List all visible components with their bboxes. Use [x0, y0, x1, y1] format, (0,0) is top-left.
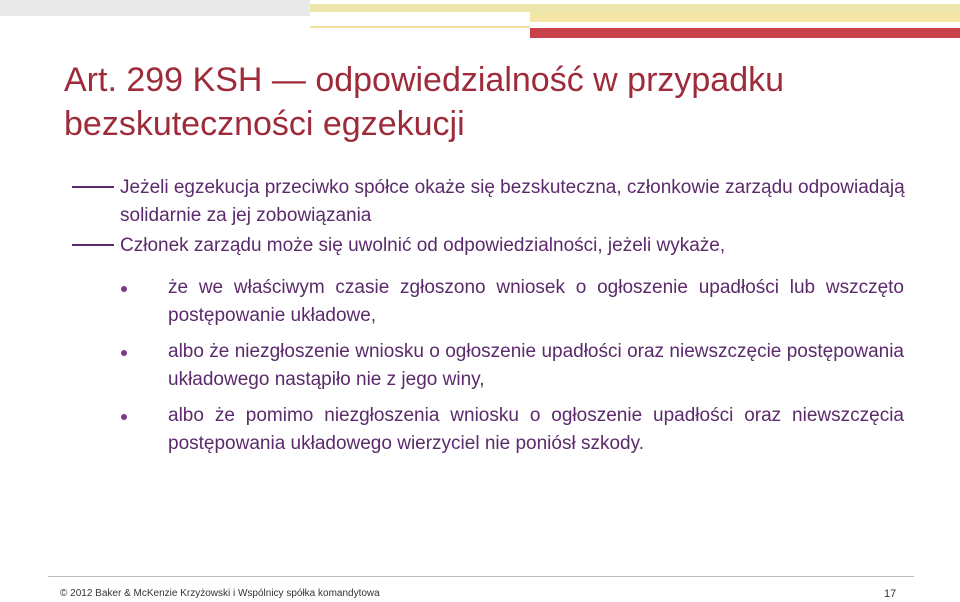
header-bar-gap [310, 12, 530, 26]
footer-copyright: © 2012 Baker & McKenzie Krzyżowski i Wspólnicy spółka komandytowa [60, 588, 380, 599]
list-item: albo że pomimo niezgłoszenia wniosku o ogłoszenie upadłości oraz niewszczęcia postępowania układowego wierzyciel nie poniósł szkody. [168, 405, 904, 454]
list-item: że we właściwym czasie zgłoszono wniosek o ogłoszenie upadłości lub wszczęto postępowanie układowe, [168, 277, 904, 326]
header-bar-red [530, 28, 960, 38]
dot-bullet-icon [121, 414, 127, 420]
header-bar-yellow-thin [310, 26, 530, 28]
dash-bullet-icon [72, 186, 114, 188]
decorative-header-bars [0, 0, 960, 40]
dot-bullet-icon [121, 350, 127, 356]
header-bar-gray [0, 0, 310, 16]
dot-bullet-icon [121, 286, 127, 292]
footer-divider [48, 576, 914, 577]
page-number: 17 [884, 588, 897, 600]
list-item: albo że niezgłoszenie wniosku o ogłoszenie upadłości oraz niewszczęcie postępowania układowego nastąpiło nie z jego winy, [168, 341, 904, 390]
dash-bullet-icon [72, 244, 114, 246]
list-item: Jeżeli egzekucja przeciwko spółce okaże się bezskuteczna, członkowie zarządu odpowiadają solidarnie za jej zobowiązania [120, 177, 905, 226]
list-item: Członek zarządu może się uwolnić od odpowiedzialności, jeżeli wykaże, [120, 235, 726, 256]
slide-title: Art. 299 KSH — odpowiedzialność w przypadku bezskuteczności egzekucji [64, 61, 785, 143]
header-bar-light-yellow [530, 14, 960, 22]
